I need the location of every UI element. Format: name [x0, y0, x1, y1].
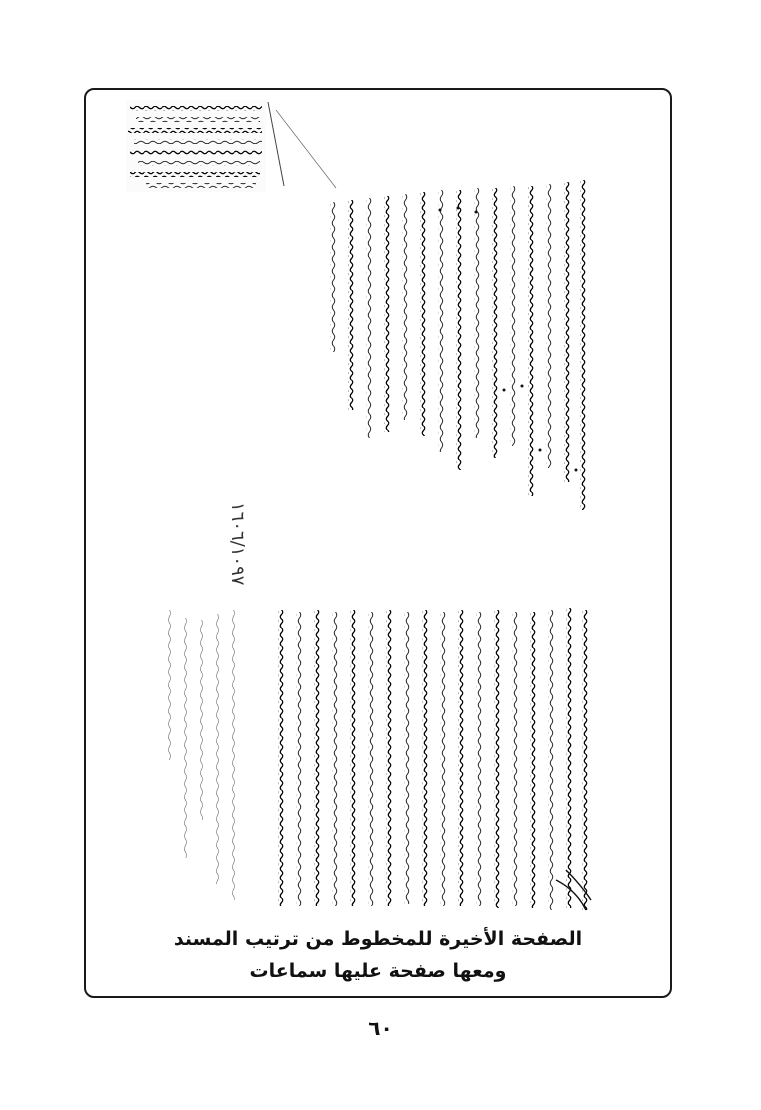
- upper-manuscript-page: [268, 102, 586, 510]
- lower-left-page: [167, 610, 236, 900]
- shelfmark-annotation: [227, 502, 248, 586]
- page-number: ٦٠: [368, 1016, 393, 1040]
- manuscript-scan-image: [86, 90, 672, 950]
- lower-right-page: [278, 608, 591, 910]
- figure-caption-line-1: الصفحة الأخيرة للمخطوط من ترتيب المسند: [173, 928, 583, 950]
- shelfmark-text: ١٦٠٦/١٠٩٧: [227, 502, 248, 586]
- top-fragment: [126, 100, 266, 192]
- figure-frame: [84, 88, 672, 998]
- figure-caption-line-2: ومعها صفحة عليها سماعات: [249, 960, 507, 982]
